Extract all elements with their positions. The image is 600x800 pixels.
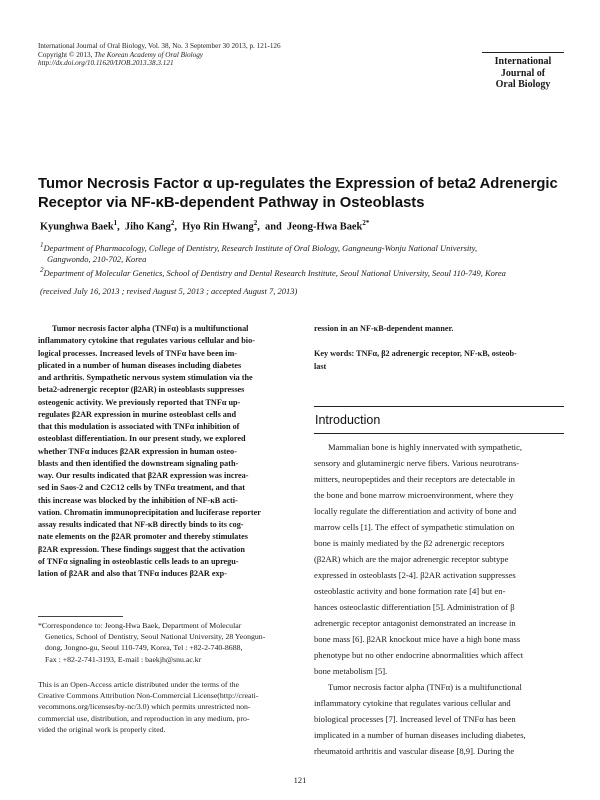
- correspondence-footnote: [38, 620, 300, 665]
- introduction-body: [314, 439, 564, 759]
- title-line-2: Receptor via NF-κB-dependent Pathway in Osteoblasts: [38, 195, 425, 211]
- abstract-line: regulates β2AR expression in murine osteoblast cells and: [38, 409, 237, 419]
- abstract-continuation: ression in an NF-κB-dependent manner.: [314, 324, 454, 333]
- affiliation-1: [40, 240, 570, 254]
- title-line-1: Tumor Necrosis Factor α up-regulates the Expression of beta2 Adrenergic: [38, 176, 558, 192]
- correspondence-line: Genetics, School of Dentistry, Seoul National University, 28 Yeongun-: [45, 632, 266, 642]
- author-affil-mark: 2: [170, 219, 175, 227]
- author-affil-mark: 2: [253, 219, 258, 227]
- abstract-line: beta2-adrenergic receptor (β2AR) in osteoblasts suppresses: [38, 385, 245, 395]
- journal-header: [38, 42, 418, 68]
- intro-line: rheumatoid arthritis and vascular disease [8,9]. During the: [314, 746, 515, 756]
- license-line: This is an Open-Access article distributed under the terms of the: [38, 680, 239, 689]
- received-dates: (received July 16, 2013 ; revised August 5, 2013 ; accepted August 7, 2013): [40, 286, 298, 296]
- intro-line: bone metabolism [5].: [314, 666, 388, 676]
- abstract-line: that this modulation is associated with TNFα inhibition of: [38, 422, 240, 431]
- abstract-line: lation of β2AR and also that TNFα induces β2AR exp-: [38, 569, 227, 578]
- copyright-journal: The Korean Academy of Oral Biology: [94, 50, 203, 59]
- affiliation-mark: 1: [40, 241, 44, 249]
- footnote-rule: [38, 616, 123, 617]
- section-heading-introduction: Introduction: [315, 413, 381, 427]
- abstract-line: blasts and then identified the downstream signaling path-: [38, 458, 239, 468]
- author-name: Hyo Rin Hwang: [182, 221, 254, 233]
- license-line: vecommons.org/licenses/by-nc/3.0) which permits unrestricted non-: [38, 702, 251, 712]
- abstract-line: vation. Chromatin immunoprecipitation and luciferase reporter: [38, 507, 261, 517]
- intro-line: biological processes [7]. Increased level of TNFα has been: [314, 714, 516, 724]
- section-rule-bottom: [314, 433, 564, 434]
- keywords-label: Key words:: [314, 349, 355, 358]
- affiliation-2: [40, 265, 570, 279]
- keywords-line-1: [314, 348, 564, 361]
- license-note: [38, 679, 300, 735]
- intro-line: inflammatory cytokine that regulates various cellular and: [314, 698, 511, 708]
- abstract-line: of TNFα signaling in osteoblastic cells leads to an upregu-: [38, 556, 239, 566]
- intro-line: adrenergic receptor antagonist demonstrated an increase in: [314, 618, 516, 628]
- intro-line: phenotype but no other endocrine abnormalities which affect: [314, 650, 524, 660]
- intro-line: expressed in osteoblasts [2-4]. β2AR activation suppresses: [314, 570, 516, 580]
- abstract-line: plicated in a number of human diseases including diabetes: [38, 360, 242, 370]
- abstract-line: way. Our results indicated that β2AR expression was increa-: [38, 471, 249, 480]
- author-name: Kyunghwa Baek: [40, 221, 114, 233]
- copyright-line: [38, 51, 418, 60]
- copyright-prefix: Copyright © 2013,: [38, 50, 93, 59]
- correspondence-line: dong, Jongno-gu, Seoul 110-749, Korea, Tel : +82-2-740-8688,: [45, 643, 243, 653]
- intro-line: the bone and bone marrow microenvironment, where they: [314, 490, 514, 500]
- journal-name-line1: International: [494, 56, 552, 67]
- author-name: Jeong-Hwa Baek: [286, 221, 363, 233]
- abstract-line: osteoblast differentiation. In our present study, we explored: [38, 434, 246, 444]
- article-title: [38, 175, 568, 213]
- intro-line: (β2AR) which are the major adrenergic receptor subtype: [314, 554, 509, 564]
- intro-line: locally regulate the differentiation and activity of bone and: [314, 506, 517, 516]
- intro-line: implicated in a number of human diseases including diabetes,: [314, 730, 526, 740]
- journal-name-box: [482, 52, 564, 91]
- abstract-line: inflammatory cytokine that regulates various cellular and bio-: [38, 336, 255, 346]
- author-name: Jiho Kang: [124, 221, 171, 233]
- abstract-line: sed in Saos-2 and C2C12 cells by TNFα treatment, and that: [38, 483, 245, 493]
- keywords: [314, 348, 564, 373]
- abstract: [38, 323, 300, 580]
- abstract-line: Tumor necrosis factor alpha (TNFα) is a multifunctional: [52, 324, 249, 333]
- abstract-line: and arthritis. Sympathetic nervous system stimulation via the: [38, 373, 253, 382]
- intro-line: bone is mainly mediated by the β2 adrenergic receptors: [314, 538, 505, 548]
- abstract-line: nate elements on the β2AR promoter and thereby stimulates: [38, 532, 248, 542]
- page-number: 121: [293, 775, 307, 785]
- author-list: Kyunghwa Baek$^1$, Jiho Kang$^2$, Hyo Rin Hwang$^2$, and Jeong-Hwa Baek$^{2*}$: [40, 219, 370, 233]
- intro-line: sensory and glutaminergic nerve fibers. Various neurotrans-: [314, 458, 520, 468]
- journal-name-line3: Oral Biology: [495, 79, 551, 90]
- keywords-line-2: last: [314, 361, 327, 371]
- abstract-line: this increase was blocked by the inhibition of NF-κB acti-: [38, 495, 238, 505]
- abstract-line: whether TNFα induces β2AR expression in human osteo-: [38, 446, 237, 456]
- correspondence-line: *Correspondence to: Jeong-Hwa Baek, Department of Molecular: [38, 621, 242, 630]
- abstract-line: osteogenic activity. We previously reported that TNFα up-: [38, 397, 241, 407]
- abstract-line: logical processes. Increased levels of TNFα have been im-: [38, 348, 238, 358]
- section-rule-top: [314, 406, 564, 407]
- license-line: commercial use, distribution, and reproduction in any medium, pro-: [38, 713, 250, 723]
- affiliation-mark: 2: [40, 265, 44, 274]
- affiliation-1-line-1: Department of Pharmacology, College of Dentistry, Research Institute of Oral Biology, Gangneung-Wonju National University,: [43, 242, 478, 253]
- keywords-text: TNFα, β2 adrenergic receptor, NF-κB, osteob-: [356, 349, 517, 358]
- intro-line: Tumor necrosis factor alpha (TNFα) is a multifunctional: [328, 682, 522, 692]
- affiliations: [40, 240, 570, 279]
- intro-line: marrow cells [1]. The effect of sympathetic stimulation on: [314, 522, 515, 532]
- citation-line: International Journal of Oral Biology, Vol. 38, No. 3 September 30 2013, p. 121-126: [38, 42, 281, 50]
- license-line: Creative Commons Attribution Non-Commercial License(http://creati-: [38, 691, 259, 701]
- abstract-line: β2AR expression. These findings suggest that the activation: [38, 544, 245, 554]
- affiliation-1-line-2: Gangwondo, 210-702, Korea: [47, 253, 147, 264]
- license-line: vided the original work is properly cited.: [38, 724, 166, 734]
- author-affil-mark: 1: [113, 219, 118, 227]
- intro-line: bone mass [6]. β2AR knockout mice have a high bone mass: [314, 634, 521, 644]
- intro-line: mitters, neuropeptides and their receptors are detectable in: [314, 474, 515, 484]
- intro-line: hances osteoclastic differentiation [5]. Administration of β: [314, 602, 515, 612]
- intro-line: osteoblastic activity and bone formation rate [4] but en-: [314, 586, 506, 596]
- abstract-line: assay results indicated that NF-κB directly binds to its cog-: [38, 520, 244, 529]
- author-conjunction: and: [265, 221, 282, 233]
- affiliation-2-text: Department of Molecular Genetics, School of Dentistry and Dental Research Institute, Seoul National University, Seoul 110-749, Korea: [43, 267, 506, 278]
- doi-link[interactable]: http://dx.doi.org/10.11620/IJOB.2013.38.3.121: [38, 59, 174, 68]
- intro-line: Mammalian bone is highly innervated with sympathetic,: [328, 442, 523, 452]
- author-affil-mark: 2*: [362, 219, 370, 227]
- correspondence-line: Fax : +82-2-741-3193, E-mail : baekjh@snu.ac.kr: [45, 654, 202, 664]
- journal-name-line2: Journal of: [500, 67, 546, 79]
